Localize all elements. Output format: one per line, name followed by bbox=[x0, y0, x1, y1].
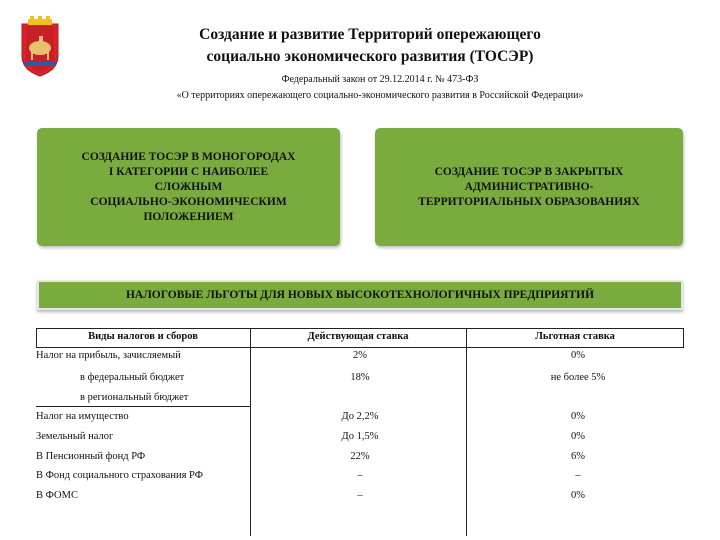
box-left-line: СОЦИАЛЬНО-ЭКОНОМИЧЕСКИМ bbox=[90, 195, 287, 208]
table-row-preferential: 6% bbox=[571, 451, 585, 462]
box-right-line: ТЕРРИТОРИАЛЬНЫХ ОБРАЗОВАНИЯХ bbox=[418, 195, 640, 208]
box-left-line: СОЗДАНИЕ ТОСЭР В МОНОГОРОДАХ bbox=[81, 150, 296, 163]
table-row-name: в региональный бюджет bbox=[80, 392, 189, 403]
box-left-line: ПОЛОЖЕНИЕМ bbox=[143, 210, 234, 223]
table-row-current: 18% bbox=[350, 372, 370, 383]
page-title bbox=[80, 24, 660, 68]
law-line-1: Федеральный закон от 29.12.2014 г. № 473-ФЗ bbox=[281, 74, 479, 85]
table-row-preferential: 0% bbox=[571, 411, 585, 422]
title-line-1: Создание и развитие Территорий опережающего bbox=[199, 26, 541, 43]
table-row-current: – bbox=[357, 470, 363, 481]
box-monotowns bbox=[37, 128, 340, 246]
table-row-name: В Фонд социального страхования РФ bbox=[36, 470, 203, 481]
table-row-preferential: 0% bbox=[571, 490, 585, 501]
box-left-line: СЛОЖНЫМ bbox=[154, 180, 223, 193]
box-right-line: АДМИНИСТРАТИВНО- bbox=[464, 180, 594, 193]
table-row-name: в федеральный бюджет bbox=[80, 372, 185, 383]
box-closed-territories bbox=[375, 128, 683, 246]
banner-text: НАЛОГОВЫЕ ЛЬГОТЫ ДЛЯ НОВЫХ ВЫСОКОТЕХНОЛОГИЧНЫХ ПРЕДПРИЯТИЙ bbox=[125, 289, 595, 301]
law-reference bbox=[80, 72, 680, 104]
chelyabinsk-coat-of-arms-icon bbox=[16, 16, 64, 80]
table-row-preferential: 0% bbox=[571, 431, 585, 442]
table-divider bbox=[250, 348, 251, 536]
table-row-current: 2% bbox=[353, 350, 367, 361]
table-row-name: В Пенсионный фонд РФ bbox=[36, 451, 146, 462]
title-line-2: социально экономического развития (ТОСЭР) bbox=[206, 48, 534, 65]
table-row-current: – bbox=[357, 490, 363, 501]
header-tax-type: Виды налогов и сборов bbox=[88, 331, 198, 342]
law-line-2: «О территориях опережающего социально-экономического развития в Российской Федерации» bbox=[176, 90, 584, 101]
box-left-line: I КАТЕГОРИИ С НАИБОЛЕЕ bbox=[108, 165, 269, 178]
table-row-preferential: 0% bbox=[571, 350, 585, 361]
table-row-preferential: не более 5% bbox=[550, 372, 606, 383]
table-row-current: 22% bbox=[350, 451, 370, 462]
table-row-current: До 1,5% bbox=[341, 431, 379, 442]
table-row-name: В ФОМС bbox=[36, 490, 78, 501]
header-current-rate: Действующая ставка bbox=[307, 331, 409, 342]
table-row-name: Налог на имущество bbox=[36, 411, 129, 422]
table-row-current: До 2,2% bbox=[341, 411, 379, 422]
table-row-line bbox=[36, 406, 250, 407]
table-row-name: Земельный налог bbox=[36, 431, 114, 442]
tax-benefits-banner bbox=[37, 280, 683, 310]
table-row-preferential: – bbox=[575, 470, 581, 481]
table-row-name: Налог на прибыль, зачисляемый bbox=[36, 350, 181, 361]
table-divider bbox=[466, 348, 467, 536]
header-preferential-rate: Льготная ставка bbox=[535, 331, 615, 342]
box-right-line: СОЗДАНИЕ ТОСЭР В ЗАКРЫТЫХ bbox=[434, 165, 624, 178]
